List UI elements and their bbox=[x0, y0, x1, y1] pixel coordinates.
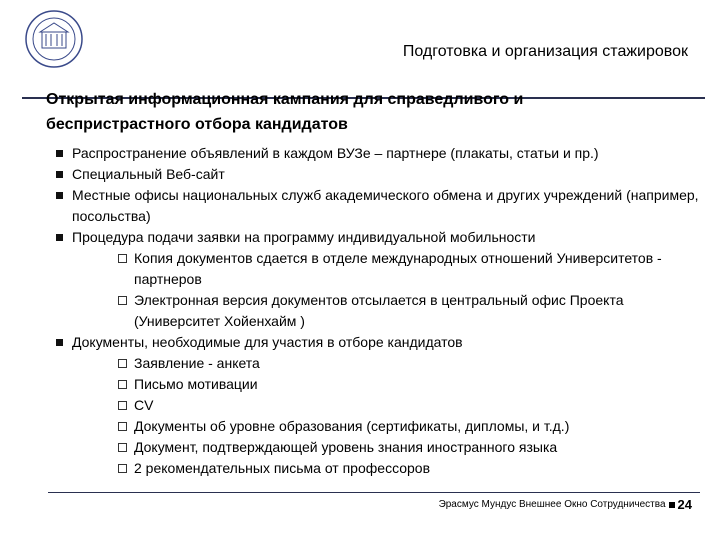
university-seal-logo bbox=[24, 8, 84, 70]
hollow-square-bullet-icon bbox=[118, 443, 127, 452]
hollow-square-bullet-icon bbox=[118, 296, 127, 305]
filled-square-bullet-icon bbox=[56, 234, 63, 241]
list-item-text: Документ, подтверждающей уровень знания иностранного языка bbox=[134, 439, 558, 455]
square-bullet-icon bbox=[669, 502, 675, 508]
footer-divider bbox=[48, 492, 700, 493]
list-item bbox=[52, 395, 712, 416]
heading-line: Открытая информационная кампания для справедливого и bbox=[46, 91, 524, 108]
list-item bbox=[52, 458, 712, 479]
hollow-square-bullet-icon bbox=[118, 380, 127, 389]
hollow-square-bullet-icon bbox=[118, 401, 127, 410]
header-title: Подготовка и организация стажировок bbox=[402, 43, 688, 60]
list-item bbox=[52, 437, 712, 458]
filled-square-bullet-icon bbox=[56, 171, 63, 178]
list-item-text: Документы, необходимые для участия в отборе кандидатов bbox=[72, 334, 463, 350]
list-item bbox=[52, 248, 712, 290]
list-item bbox=[52, 353, 712, 374]
slide-heading-text bbox=[46, 87, 523, 137]
hollow-square-bullet-icon bbox=[118, 422, 127, 431]
list-item-text: Местные офисы национальных служб академического обмена и других учреждений (например, посольства) bbox=[72, 187, 699, 224]
list-item-text: 2 рекомендательных письма от профессоров bbox=[134, 460, 431, 476]
hollow-square-bullet-icon bbox=[118, 359, 127, 368]
filled-square-bullet-icon bbox=[56, 339, 63, 346]
list-item-text: CV bbox=[134, 397, 154, 413]
hollow-square-bullet-icon bbox=[118, 254, 127, 263]
list-item bbox=[52, 416, 712, 437]
list-item bbox=[52, 227, 712, 248]
filled-square-bullet-icon bbox=[56, 150, 63, 157]
hollow-square-bullet-icon bbox=[118, 464, 127, 473]
footer bbox=[439, 497, 692, 512]
list-item-text: Заявление - анкета bbox=[134, 355, 260, 371]
list-item bbox=[52, 164, 712, 185]
filled-square-bullet-icon bbox=[56, 192, 63, 199]
list-item-text: Документы об уровне образования (сертификаты, дипломы, и т.д.) bbox=[134, 418, 570, 434]
list-item-text: Письмо мотивации bbox=[134, 376, 258, 392]
bullet-list bbox=[52, 143, 712, 479]
heading-line: беспристрастного отбора кандидатов bbox=[46, 116, 348, 133]
list-item bbox=[52, 143, 712, 164]
footer-text: Эрасмус Мундус Внешнее Окно Сотрудничества bbox=[438, 499, 666, 510]
list-item-text: Электронная версия документов отсылается в центральный офис Проекта (Университет Хойенхайм ) bbox=[134, 292, 624, 329]
list-item-text: Специальный Веб-сайт bbox=[72, 166, 225, 182]
list-item bbox=[52, 374, 712, 395]
list-item-text: Копия документов сдается в отделе международных отношений Университетов - партнеров bbox=[134, 250, 662, 287]
list-item-text: Процедура подачи заявки на программу индивидуальной мобильности bbox=[72, 229, 536, 245]
page-number: 24 bbox=[677, 497, 692, 512]
list-item bbox=[52, 185, 712, 227]
list-item bbox=[52, 290, 712, 332]
list-item-text: Распространение объявлений в каждом ВУЗе – партнере (плакаты, статьи и пр.) bbox=[72, 145, 599, 161]
list-item bbox=[52, 332, 712, 353]
